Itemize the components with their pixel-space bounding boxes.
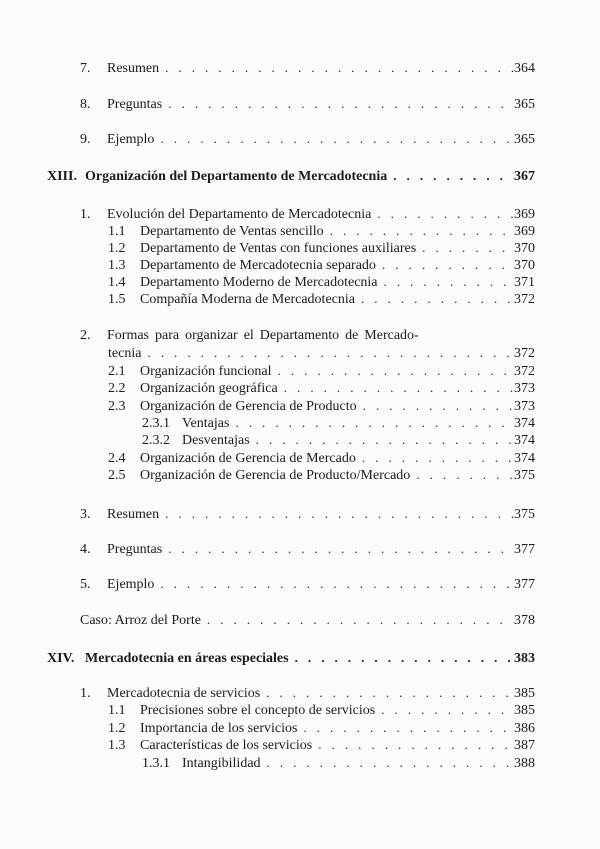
page-number: 369	[514, 207, 535, 222]
entry-number: 1.1	[108, 224, 126, 239]
entry-number: 1.3.1	[142, 756, 170, 771]
dot-leader	[324, 222, 514, 239]
entry-title: Departamento Moderno de Mercadotecnia	[140, 275, 378, 290]
entry-title: Ventajas	[182, 416, 230, 431]
toc-entry	[80, 540, 535, 558]
toc-entry	[80, 505, 535, 523]
page-number: 371	[514, 275, 535, 290]
toc-entry	[142, 414, 535, 432]
toc-entry-continuation	[108, 344, 535, 362]
dot-leader	[371, 205, 514, 222]
entry-number: 4.	[80, 542, 91, 557]
entry-title: Departamento de Ventas sencillo	[140, 224, 324, 239]
entry-number: 2.3	[108, 399, 126, 414]
page-number: 374	[514, 451, 535, 466]
entry-number: 9.	[80, 132, 91, 147]
entry-number: 1.1	[108, 703, 126, 718]
entry-title: Características de los servicios	[140, 738, 313, 753]
entry-title: Organización de Gerencia de Producto	[140, 399, 357, 414]
entry-title: Preguntas	[107, 542, 163, 557]
dot-leader	[289, 649, 514, 666]
toc-entry	[108, 719, 535, 737]
entry-number: 2.	[80, 328, 91, 343]
toc-entry	[108, 239, 535, 257]
entry-number: 1.	[80, 207, 91, 222]
page-number: 372	[514, 364, 535, 379]
page-number: 370	[514, 241, 535, 256]
toc-entry	[108, 466, 535, 484]
chapter-number: XIV.	[47, 651, 75, 666]
entry-number: 5.	[80, 577, 91, 592]
page-number: 383	[514, 651, 535, 666]
entry-number: 2.2	[108, 381, 126, 396]
entry-title: Departamento de Mercadotecnia separado	[140, 258, 376, 273]
chapter-title: Organización del Departamento de Mercadotecnia	[85, 169, 388, 184]
toc-entry-case	[80, 611, 535, 629]
entry-title: Resumen	[107, 507, 160, 522]
page-number: 386	[514, 721, 535, 736]
page-number: 377	[514, 577, 535, 592]
page-number: 385	[514, 703, 535, 718]
entry-title: Formas para organizar el Departamento de Mercado-	[107, 328, 419, 343]
entry-title: Organización de Gerencia de Mercado	[140, 451, 356, 466]
toc-entry	[80, 684, 535, 702]
entry-number: 1.5	[108, 292, 126, 307]
entry-title: tecnia	[108, 346, 142, 361]
chapter-entry	[47, 649, 535, 667]
entry-title: Desventajas	[182, 433, 250, 448]
entry-number: 1.2	[108, 721, 126, 736]
entry-title: Importancia de los servicios	[140, 721, 298, 736]
toc-entry	[108, 256, 535, 274]
page-number: 370	[514, 258, 535, 273]
entry-title: Organización funcional	[140, 364, 272, 379]
dot-leader	[278, 379, 514, 396]
dot-leader	[357, 397, 514, 414]
dot-leader	[154, 575, 514, 592]
entry-number: 2.3.2	[142, 433, 170, 448]
page-number: 385	[514, 686, 535, 701]
dot-leader	[154, 130, 514, 147]
toc-entry	[108, 273, 535, 291]
toc-entry	[80, 130, 535, 148]
dot-leader	[312, 736, 514, 753]
dot-leader	[261, 754, 514, 771]
chapter-entry	[47, 167, 535, 185]
entry-title: Precisiones sobre el concepto de servicios	[140, 703, 376, 718]
dot-leader	[260, 684, 514, 701]
toc-entry	[108, 379, 535, 397]
page-number: 364	[514, 61, 535, 76]
entry-title: Departamento de Ventas con funciones auxiliares	[140, 241, 417, 256]
entry-title: Mercadotecnia de servicios	[107, 686, 261, 701]
entry-number: 3.	[80, 507, 91, 522]
entry-title: Organización geográfica	[140, 381, 278, 396]
dot-leader	[410, 466, 514, 483]
dot-leader	[159, 505, 514, 522]
dot-leader	[297, 719, 514, 736]
toc-entry	[108, 222, 535, 240]
page-number: 373	[514, 399, 535, 414]
entry-title: Preguntas	[107, 97, 163, 112]
dot-leader	[250, 431, 514, 448]
toc-entry	[108, 701, 535, 719]
dot-leader	[355, 290, 514, 307]
toc-entry	[108, 449, 535, 467]
entry-title: Compañía Moderna de Mercadotecnia	[140, 292, 355, 307]
entry-title: Evolución del Departamento de Mercadotecnia	[107, 207, 372, 222]
page-number: 377	[514, 542, 535, 557]
dot-leader	[229, 414, 514, 431]
page-number: 367	[514, 169, 535, 184]
entry-number: 2.3.1	[142, 416, 170, 431]
page-number: 372	[514, 292, 535, 307]
page-number: 375	[514, 468, 535, 483]
entry-number: 8.	[80, 97, 91, 112]
toc-entry	[80, 205, 535, 223]
entry-number: 1.4	[108, 275, 126, 290]
dot-leader	[162, 540, 514, 557]
page-number: 369	[514, 224, 535, 239]
page-number: 387	[514, 738, 535, 753]
toc-entry	[80, 575, 535, 593]
toc-entry	[80, 59, 535, 77]
entry-number: 2.5	[108, 468, 126, 483]
page-number: 373	[514, 381, 535, 396]
entry-title: Ejemplo	[107, 577, 155, 592]
entry-number: 1.3	[108, 258, 126, 273]
entry-title: Resumen	[107, 61, 160, 76]
toc-entry	[108, 397, 535, 415]
chapter-number: XIII.	[47, 169, 77, 184]
entry-number: 1.	[80, 686, 91, 701]
dot-leader	[356, 449, 514, 466]
entry-title: Organización de Gerencia de Producto/Mercado	[140, 468, 411, 483]
entry-title: Caso: Arroz del Porte	[80, 613, 201, 628]
entry-title: Intangibilidad	[182, 756, 261, 771]
entry-title: Ejemplo	[107, 132, 155, 147]
chapter-title: Mercadotecnia en áreas especiales	[85, 651, 289, 666]
toc-entry	[142, 754, 535, 772]
dot-leader	[272, 362, 514, 379]
toc-entry	[142, 431, 535, 449]
dot-leader	[376, 256, 514, 273]
entry-number: 7.	[80, 61, 91, 76]
dot-leader	[162, 95, 514, 112]
page-number: 388	[514, 756, 535, 771]
page-number: 365	[514, 132, 535, 147]
page-number: 375	[514, 507, 535, 522]
entry-number: 1.3	[108, 738, 126, 753]
entry-number: 1.2	[108, 241, 126, 256]
page-number: 372	[514, 346, 535, 361]
toc-entry	[108, 362, 535, 380]
toc-entry	[80, 327, 535, 344]
dot-leader	[387, 167, 514, 184]
page-number: 378	[514, 613, 535, 628]
entry-number: 2.4	[108, 451, 126, 466]
toc-entry	[80, 95, 535, 113]
toc-entry	[108, 290, 535, 308]
dot-leader	[378, 273, 514, 290]
dot-leader	[375, 701, 514, 718]
entry-number: 2.1	[108, 364, 126, 379]
dot-leader	[201, 611, 514, 628]
dot-leader	[141, 344, 514, 361]
dot-leader	[416, 239, 514, 256]
page-number: 374	[514, 416, 535, 431]
page-number: 374	[514, 433, 535, 448]
dot-leader	[159, 59, 514, 76]
page-number: 365	[514, 97, 535, 112]
toc-entry	[108, 736, 535, 754]
